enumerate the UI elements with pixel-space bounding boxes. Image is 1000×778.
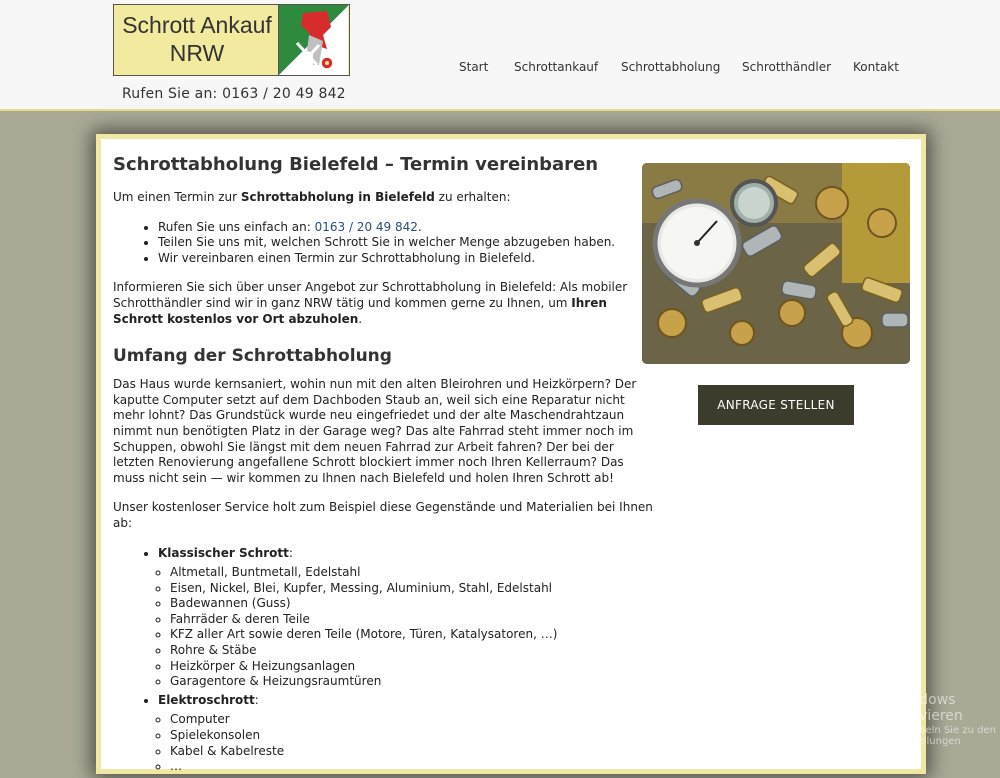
list-item: ◦ Computer <box>170 712 653 728</box>
intro-paragraph: Um einen Termin zur Schrottabholung in Bielefeld zu erhalten: <box>113 190 511 204</box>
list-item: ◦ Fahrräder & deren Teile <box>170 612 653 628</box>
phone-link[interactable]: 0163 / 20 49 842 <box>314 219 418 234</box>
nav-item-schrottankauf[interactable]: Schrottankauf <box>514 60 599 74</box>
service-paragraph: Unser kostenloser Service holt zum Beispiel diese Gegenstände und Materialien bei Ihnen ab: <box>113 500 653 530</box>
list-item: ◦ Heizkörper & Heizungsanlagen <box>170 659 653 675</box>
site-logo[interactable] <box>113 4 350 76</box>
nrw-flag-icon <box>278 5 348 75</box>
category-electronic: • Elektroschrott: ◦ Computer ◦ Spielekonsolen ◦ Kabel & Kabelreste ◦ … <box>158 693 653 775</box>
electronic-items <box>158 712 653 774</box>
scrap-metal-photo <box>642 163 910 364</box>
list-item: ◦ Eisen, Nickel, Blei, Kupfer, Messing, Aluminium, Stahl, Edelstahl <box>170 581 653 597</box>
section-paragraph: Das Haus wurde kernsaniert, wohin nun mit den alten Bleirohren und Heizkörpern? Der kaputte Computer setzt auf dem Dachboden Staub an, weil sich eine Reparatur nicht mehr lohnt? Das Grundstück wurde neu eingefriedet und der alte Maschendrahtzaun nimmt nun benötigten Platz in der Garage weg? Das alte Fahrrad steht immer noch im Schuppen, obwohl Sie längst mit dem neuen Fahrrad zur Arbeit fahren? Der bei der letzten Renovierung angefallene Schrott blockiert immer noch Ihren Kellerraum? Das muss nicht sein — wir kommen zu Ihnen nach Bielefeld und holen Ihren Schrott ab! <box>113 377 637 485</box>
list-item: • Rufen Sie uns einfach an: 0163 / 20 49 842. <box>158 220 653 236</box>
classic-items <box>158 565 653 690</box>
nav-item-start[interactable]: Start <box>459 60 489 74</box>
list-item: • Wir vereinbaren einen Termin zur Schrottabholung in Bielefeld. <box>158 251 653 267</box>
list-item: ◦ Badewannen (Guss) <box>170 596 653 612</box>
windows-activation-watermark: Windows aktivieren Wechseln Sie zu den Einstellungen <box>893 692 997 747</box>
list-item: ◦ Spielekonsolen <box>170 728 653 744</box>
request-button[interactable]: ANFRAGE STELLEN <box>698 385 854 425</box>
list-item: ◦ Altmetall, Buntmetall, Edelstahl <box>170 565 653 581</box>
header-phone: Rufen Sie an: 0163 / 20 49 842 <box>122 86 346 102</box>
content-card <box>96 134 926 774</box>
steps-list <box>113 220 653 267</box>
list-item: ◦ Kabel & Kabelreste <box>170 744 653 760</box>
main-content <box>113 153 653 778</box>
info-paragraph: Informieren Sie sich über unser Angebot zur Schrottabholung in Bielefeld: Als mobiler Schrotthändler sind wir in ganz NRW tätig und kommen gerne zu Ihnen, um Ihren Schrott kostenlos vor Ort abzuholen. <box>113 280 628 326</box>
list-item: ◦ Garagentore & Heizungsraumtüren <box>170 674 653 690</box>
logo-text: Schrott Ankauf NRW <box>122 12 272 66</box>
list-item: ◦ Rohre & Stäbe <box>170 643 653 659</box>
list-item: • Teilen Sie uns mit, welchen Schrott Sie in welcher Menge abzugeben haben. <box>158 235 653 251</box>
category-classic: • Klassischer Schrott: ◦ Altmetall, Buntmetall, Edelstahl ◦ Eisen, Nickel, Blei, Kupfer, Messing, Aluminium, Stahl, Edelstahl ◦ Badewannen (Guss) ◦ Fahrräder & deren Teile ◦ KFZ aller Art sowie deren Teile (Motore, Türen, Katalysatoren, …) ◦ Rohre & Stäbe ◦ Heizkörper & Heizungsanlagen ◦ Garagentore & Heizungsraumtüren <box>158 546 653 690</box>
list-item: ◦ … <box>170 759 653 775</box>
nav-item-kontakt[interactable]: Kontakt <box>853 60 899 74</box>
list-item: ◦ KFZ aller Art sowie deren Teile (Motore, Türen, Katalysatoren, …) <box>170 627 653 643</box>
nav-item-schrottabholung[interactable]: Schrottabholung <box>621 60 721 74</box>
section-title: Umfang der Schrottabholung <box>113 346 392 367</box>
site-header <box>0 0 1000 111</box>
page-title: Schrottabholung Bielefeld – Termin vereinbaren <box>113 154 599 175</box>
nav-item-schrotthaendler[interactable]: Schrotthändler <box>742 60 832 74</box>
categories-list <box>113 546 653 775</box>
